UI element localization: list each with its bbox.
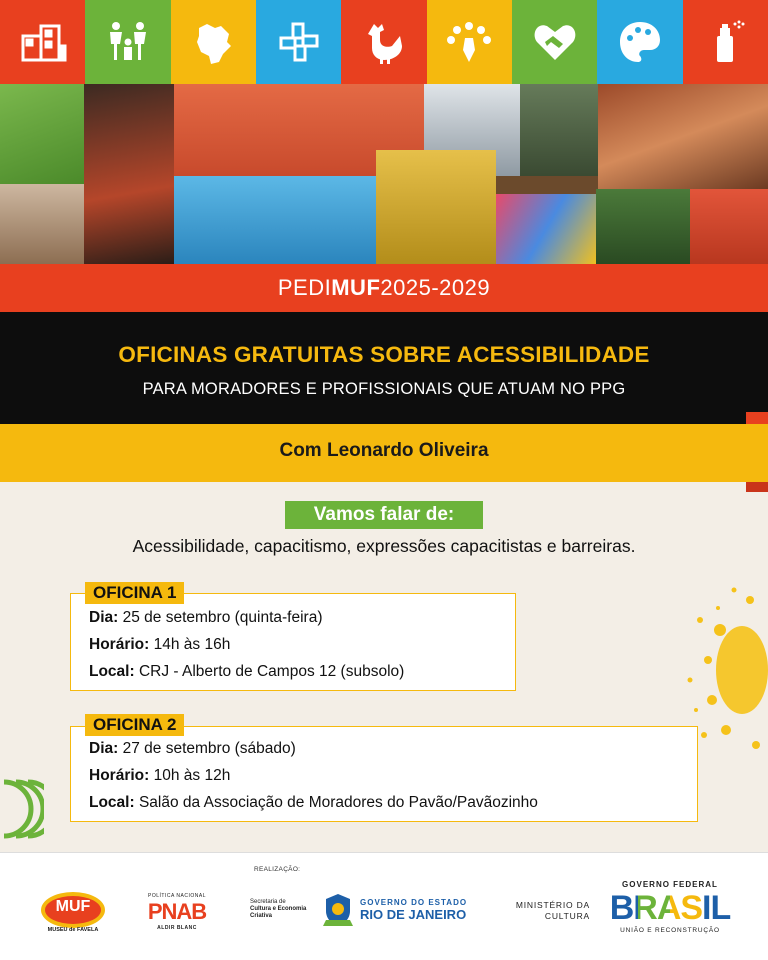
photo-garden [596, 189, 690, 264]
pnab-top-text: POLÍTICA NACIONAL [148, 893, 206, 899]
workshop-1-label: OFICINA 1 [85, 582, 184, 604]
building-icon [19, 18, 67, 66]
ministerio-cultura-text [500, 900, 590, 922]
tile-family [85, 0, 170, 84]
governo-federal-logo [606, 880, 734, 946]
secretaria-line-3: Criativa [250, 913, 273, 919]
tile-spray [683, 0, 768, 84]
pnab-bottom-text: ALDIR BLANC [157, 925, 197, 931]
headline: OFICINAS GRATUITAS SOBRE ACESSIBILIDADE [118, 342, 650, 367]
governo-estado-text: GOVERNO DO ESTADO [360, 898, 468, 907]
rj-coat-of-arms-icon [322, 892, 354, 928]
program-title [0, 264, 768, 312]
secretaria-line-2: Cultura e Economia [250, 906, 307, 912]
workshop-2-time: Horário: 10h às 12h [89, 767, 231, 784]
governo-rj-logo [322, 892, 482, 932]
photo-outdoor-green [520, 84, 598, 176]
photo-collage [0, 84, 768, 264]
title-suffix: 2025-2029 [380, 275, 491, 300]
photo-favela-blue [174, 176, 376, 264]
photo-mural-face [84, 84, 174, 264]
secretaria-cultura-text [250, 899, 320, 920]
photo-workshop [0, 184, 84, 264]
peacock-icon [445, 18, 493, 66]
heart-handshake-icon [531, 18, 579, 66]
tile-rooster [341, 0, 426, 84]
photo-colorful-wall [496, 194, 596, 264]
topics-text: Acessibilidade, capacitismo, expressões capacitistas e barreiras. [132, 536, 636, 556]
joined-hands-icon [275, 18, 323, 66]
uniao-reconstrucao-text: UNIÃO E RECONSTRUÇÃO [620, 927, 720, 934]
icon-strip [0, 0, 768, 84]
tile-palette [597, 0, 682, 84]
workshop-2-day: Dia: 27 de setembro (sábado) [89, 740, 296, 757]
photo-yellow-tint [376, 150, 496, 264]
tile-heart [512, 0, 597, 84]
rooster-icon [360, 18, 408, 66]
green-arcs-decoration [0, 776, 44, 842]
museu-de-favela-logo [40, 886, 106, 938]
governo-federal-text: GOVERNO FEDERAL [622, 880, 718, 889]
photo-mural-woman [598, 84, 768, 189]
ministerio-line-1: MINISTÉRIO DA [515, 900, 590, 910]
workshop-1-time: Horário: 14h às 16h [89, 636, 231, 653]
subheadline: PARA MORADORES E PROFISSIONAIS QUE ATUAM NO PPG [142, 380, 626, 398]
tile-hands [256, 0, 341, 84]
spray-can-icon [701, 18, 749, 66]
title-bold: MUF [331, 275, 381, 300]
pnab-logo [138, 893, 216, 941]
ministerio-line-2: CULTURA [544, 911, 590, 921]
museu-logo-text: MUF [55, 898, 91, 915]
workshop-2-label: OFICINA 2 [85, 714, 184, 736]
brazil-map-icon [189, 18, 237, 66]
tile-brazil [171, 0, 256, 84]
workshop-1-day: Dia: 25 de setembro (quinta-feira) [89, 609, 323, 626]
topics-label: Vamos falar de: [285, 501, 483, 529]
museu-logo-caption: MUSEU de FAVELA [47, 927, 99, 933]
brasil-wordmark: BRASIL [606, 889, 734, 927]
speaker-name: Com Leonardo Oliveira [279, 440, 489, 461]
rio-de-janeiro-text: RIO DE JANEIRO [360, 907, 467, 922]
photo-red-houses [690, 189, 768, 264]
palette-icon [616, 18, 664, 66]
workshop-1-card [70, 593, 516, 691]
workshop-2-place: Local: Salão da Associação de Moradores do Pavão/Pavãozinho [89, 794, 538, 811]
title-prefix: PEDI [277, 275, 332, 300]
tile-building [0, 0, 85, 84]
realizacao-label: REALIZAÇÃO: [254, 866, 301, 873]
red-tab-shadow [746, 482, 768, 492]
pnab-wordmark: PNAB [147, 899, 207, 924]
workshop-2-card [70, 726, 698, 822]
headline-band [0, 312, 768, 424]
workshop-1-place: Local: CRJ - Alberto de Campos 12 (subsolo) [89, 663, 405, 680]
family-icon [104, 18, 152, 66]
photo-green-tint [0, 84, 84, 184]
tile-peacock [427, 0, 512, 84]
secretaria-line-1: Secretaria de [250, 899, 286, 905]
